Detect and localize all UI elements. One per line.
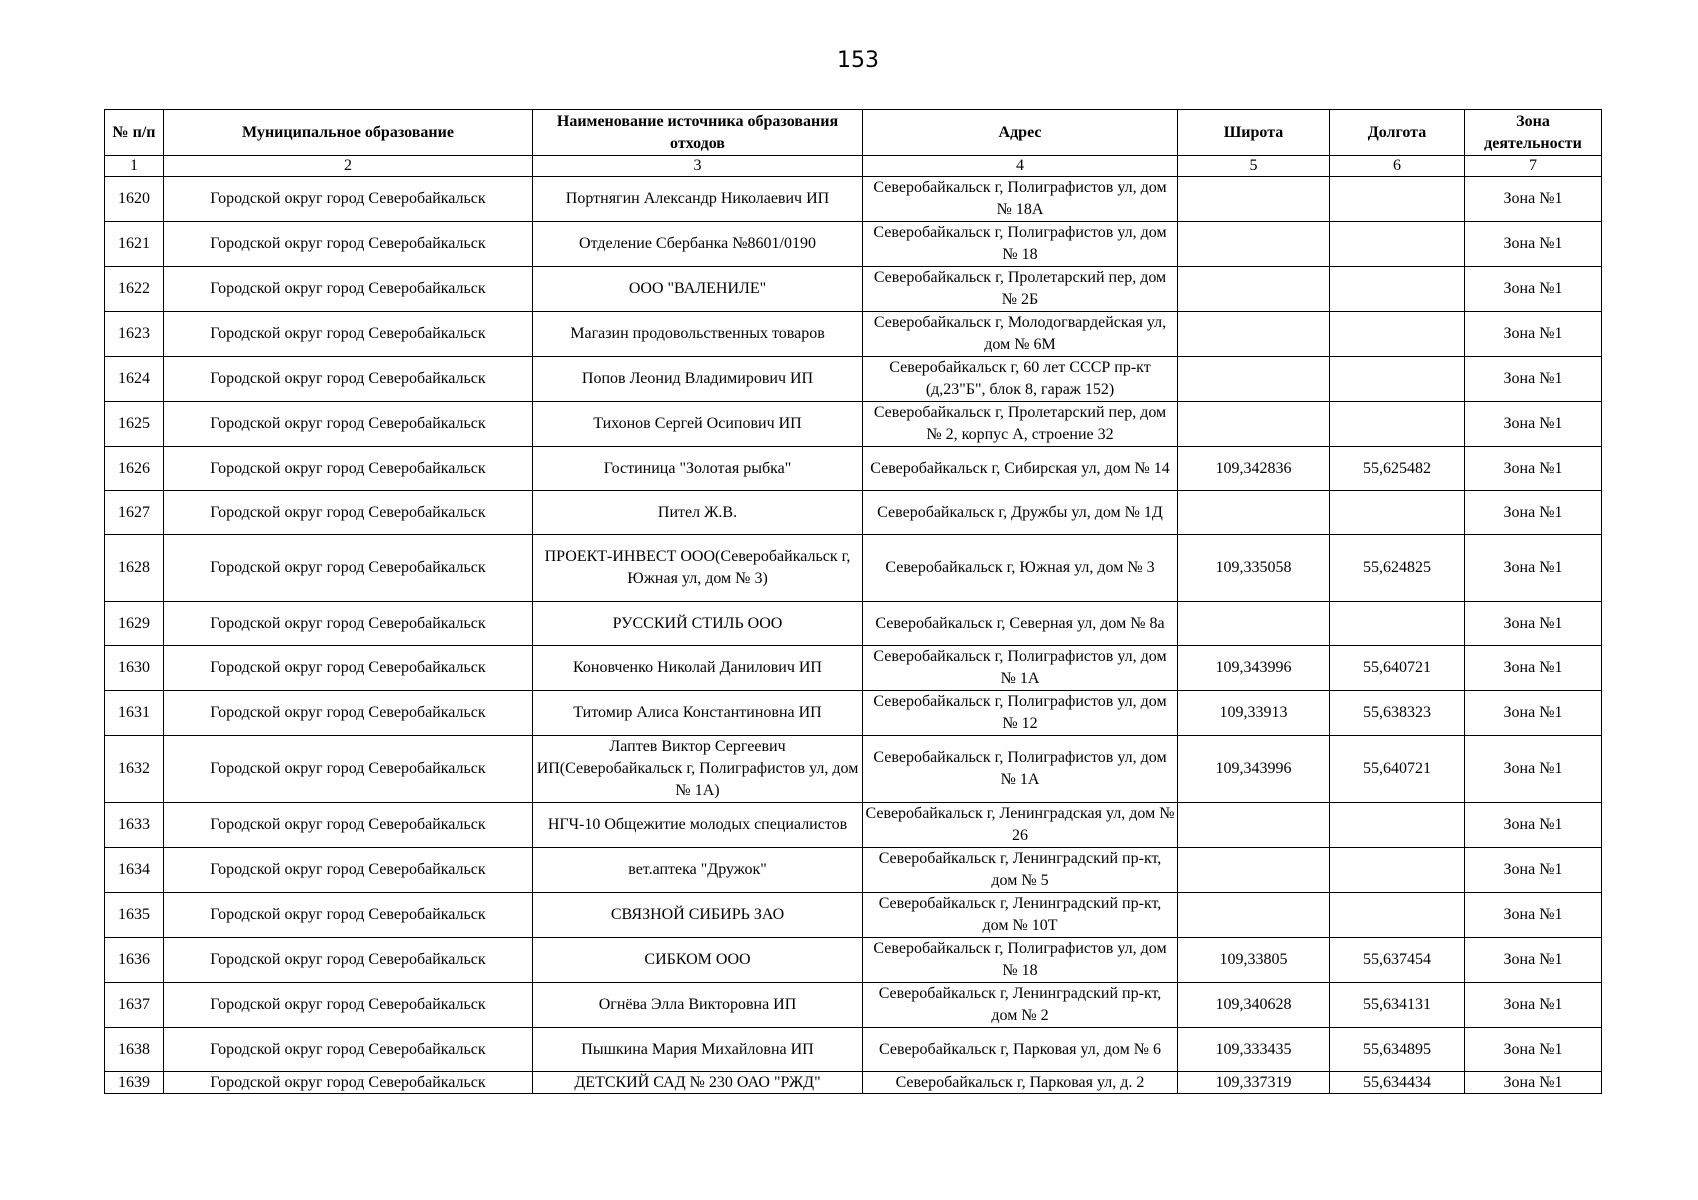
cell-source-name: Огнёва Элла Викторовна ИП xyxy=(533,983,863,1028)
cell-num: 1638 xyxy=(105,1028,164,1072)
cell-municipality: Городской округ город Северобайкальск xyxy=(164,222,533,267)
cell-municipality: Городской округ город Северобайкальск xyxy=(164,491,533,535)
cell-source-name: Попов Леонид Владимирович ИП xyxy=(533,357,863,402)
cell-num: 1626 xyxy=(105,447,164,491)
cell-source-name: Пител Ж.В. xyxy=(533,491,863,535)
cell-num: 1629 xyxy=(105,602,164,646)
cell-longitude xyxy=(1330,602,1465,646)
cell-latitude: 109,340628 xyxy=(1178,983,1330,1028)
cell-zone: Зона №1 xyxy=(1465,646,1602,691)
cell-municipality: Городской округ город Северобайкальск xyxy=(164,1072,533,1094)
cell-address: Северобайкальск г, Южная ул, дом № 3 xyxy=(863,535,1178,602)
table-row xyxy=(105,177,1602,222)
cell-zone: Зона №1 xyxy=(1465,357,1602,402)
cell-source-name: Тихонов Сергей Осипович ИП xyxy=(533,402,863,447)
cell-zone: Зона №1 xyxy=(1465,447,1602,491)
waste-sources-table xyxy=(104,109,1602,1094)
cell-address: Северобайкальск г, Ленинградский пр-кт, дом № 2 xyxy=(863,983,1178,1028)
cell-latitude xyxy=(1178,491,1330,535)
cell-address: Северобайкальск г, Полиграфистов ул, дом № 1А xyxy=(863,646,1178,691)
table-row xyxy=(105,402,1602,447)
cell-longitude xyxy=(1330,177,1465,222)
header-municipality: Муниципальное образование xyxy=(164,110,533,156)
cell-zone: Зона №1 xyxy=(1465,803,1602,848)
cell-longitude: 55,637454 xyxy=(1330,938,1465,983)
cell-latitude: 109,342836 xyxy=(1178,447,1330,491)
cell-source-name: СВЯЗНОЙ СИБИРЬ ЗАО xyxy=(533,893,863,938)
cell-address: Северобайкальск г, Полиграфистов ул, дом № 18 xyxy=(863,222,1178,267)
cell-address: Северобайкальск г, Полиграфистов ул, дом № 12 xyxy=(863,691,1178,736)
cell-municipality: Городской округ город Северобайкальск xyxy=(164,848,533,893)
cell-num: 1628 xyxy=(105,535,164,602)
cell-latitude: 109,335058 xyxy=(1178,535,1330,602)
column-number: 7 xyxy=(1465,156,1602,177)
cell-zone: Зона №1 xyxy=(1465,1072,1602,1094)
table-row xyxy=(105,646,1602,691)
cell-address: Северобайкальск г, Полиграфистов ул, дом № 1А xyxy=(863,736,1178,803)
cell-zone: Зона №1 xyxy=(1465,736,1602,803)
table-row xyxy=(105,893,1602,938)
header-num: № п/п xyxy=(105,110,164,156)
column-number: 5 xyxy=(1178,156,1330,177)
table-row xyxy=(105,691,1602,736)
cell-address: Северобайкальск г, Дружбы ул, дом № 1Д xyxy=(863,491,1178,535)
cell-longitude: 55,634895 xyxy=(1330,1028,1465,1072)
cell-zone: Зона №1 xyxy=(1465,893,1602,938)
cell-zone: Зона №1 xyxy=(1465,177,1602,222)
header-longitude: Долгота xyxy=(1330,110,1465,156)
cell-municipality: Городской округ город Северобайкальск xyxy=(164,736,533,803)
cell-num: 1639 xyxy=(105,1072,164,1094)
table-row xyxy=(105,736,1602,803)
cell-longitude: 55,625482 xyxy=(1330,447,1465,491)
column-number: 3 xyxy=(533,156,863,177)
cell-latitude xyxy=(1178,893,1330,938)
cell-zone: Зона №1 xyxy=(1465,983,1602,1028)
table-row xyxy=(105,1028,1602,1072)
cell-source-name: РУССКИЙ СТИЛЬ ООО xyxy=(533,602,863,646)
cell-address: Северобайкальск г, Полиграфистов ул, дом № 18А xyxy=(863,177,1178,222)
cell-zone: Зона №1 xyxy=(1465,602,1602,646)
cell-zone: Зона №1 xyxy=(1465,691,1602,736)
cell-num: 1637 xyxy=(105,983,164,1028)
cell-municipality: Городской округ город Северобайкальск xyxy=(164,357,533,402)
cell-longitude xyxy=(1330,803,1465,848)
table-row xyxy=(105,1072,1602,1094)
cell-address: Северобайкальск г, Парковая ул, д. 2 xyxy=(863,1072,1178,1094)
cell-municipality: Городской округ город Северобайкальск xyxy=(164,267,533,312)
cell-municipality: Городской округ город Северобайкальск xyxy=(164,983,533,1028)
cell-source-name: Титомир Алиса Константиновна ИП xyxy=(533,691,863,736)
cell-longitude xyxy=(1330,267,1465,312)
cell-municipality: Городской округ город Северобайкальск xyxy=(164,177,533,222)
cell-source-name: Коновченко Николай Данилович ИП xyxy=(533,646,863,691)
cell-municipality: Городской округ город Северобайкальск xyxy=(164,691,533,736)
cell-num: 1621 xyxy=(105,222,164,267)
cell-longitude xyxy=(1330,848,1465,893)
table-row xyxy=(105,602,1602,646)
cell-zone: Зона №1 xyxy=(1465,402,1602,447)
page-number: 153 xyxy=(837,48,879,73)
cell-num: 1620 xyxy=(105,177,164,222)
cell-longitude: 55,624825 xyxy=(1330,535,1465,602)
cell-municipality: Городской округ город Северобайкальск xyxy=(164,402,533,447)
cell-latitude xyxy=(1178,402,1330,447)
cell-num: 1632 xyxy=(105,736,164,803)
cell-municipality: Городской округ город Северобайкальск xyxy=(164,893,533,938)
header-latitude: Широта xyxy=(1178,110,1330,156)
cell-source-name: НГЧ-10 Общежитие молодых специалистов xyxy=(533,803,863,848)
cell-latitude: 109,333435 xyxy=(1178,1028,1330,1072)
table-row xyxy=(105,983,1602,1028)
cell-longitude xyxy=(1330,402,1465,447)
table-row xyxy=(105,312,1602,357)
cell-longitude xyxy=(1330,312,1465,357)
cell-municipality: Городской округ город Северобайкальск xyxy=(164,1028,533,1072)
cell-latitude: 109,33913 xyxy=(1178,691,1330,736)
cell-address: Северобайкальск г, Ленинградский пр-кт, дом № 10Т xyxy=(863,893,1178,938)
cell-zone: Зона №1 xyxy=(1465,312,1602,357)
cell-address: Северобайкальск г, Пролетарский пер, дом № 2Б xyxy=(863,267,1178,312)
cell-longitude xyxy=(1330,491,1465,535)
cell-num: 1631 xyxy=(105,691,164,736)
cell-municipality: Городской округ город Северобайкальск xyxy=(164,803,533,848)
cell-num: 1634 xyxy=(105,848,164,893)
cell-address: Северобайкальск г, Ленинградский пр-кт, дом № 5 xyxy=(863,848,1178,893)
column-number: 6 xyxy=(1330,156,1465,177)
cell-latitude: 109,343996 xyxy=(1178,736,1330,803)
cell-source-name: Портнягин Александр Николаевич ИП xyxy=(533,177,863,222)
cell-address: Северобайкальск г, Молодогвардейская ул, дом № 6М xyxy=(863,312,1178,357)
table-row xyxy=(105,803,1602,848)
table-row xyxy=(105,938,1602,983)
cell-source-name: вет.аптека "Дружок" xyxy=(533,848,863,893)
cell-latitude xyxy=(1178,357,1330,402)
cell-latitude xyxy=(1178,222,1330,267)
table-row xyxy=(105,535,1602,602)
cell-source-name: СИБКОМ ООО xyxy=(533,938,863,983)
cell-latitude xyxy=(1178,848,1330,893)
cell-num: 1623 xyxy=(105,312,164,357)
cell-latitude xyxy=(1178,803,1330,848)
cell-source-name: Гостиница "Золотая рыбка" xyxy=(533,447,863,491)
cell-latitude: 109,337319 xyxy=(1178,1072,1330,1094)
cell-num: 1633 xyxy=(105,803,164,848)
cell-municipality: Городской округ город Северобайкальск xyxy=(164,938,533,983)
cell-source-name: Пышкина Мария Михайловна ИП xyxy=(533,1028,863,1072)
header-address: Адрес xyxy=(863,110,1178,156)
cell-longitude xyxy=(1330,222,1465,267)
cell-municipality: Городской округ город Северобайкальск xyxy=(164,447,533,491)
table-row xyxy=(105,267,1602,312)
table-row xyxy=(105,848,1602,893)
cell-num: 1624 xyxy=(105,357,164,402)
cell-longitude: 55,638323 xyxy=(1330,691,1465,736)
cell-longitude xyxy=(1330,357,1465,402)
cell-num: 1630 xyxy=(105,646,164,691)
cell-latitude xyxy=(1178,177,1330,222)
column-number: 1 xyxy=(105,156,164,177)
cell-latitude xyxy=(1178,602,1330,646)
cell-zone: Зона №1 xyxy=(1465,222,1602,267)
cell-address: Северобайкальск г, 60 лет СССР пр-кт (д,23"Б", блок 8, гараж 152) xyxy=(863,357,1178,402)
table-row xyxy=(105,491,1602,535)
cell-num: 1636 xyxy=(105,938,164,983)
header-row xyxy=(105,110,1602,156)
cell-latitude xyxy=(1178,267,1330,312)
table-body xyxy=(105,177,1602,1094)
cell-address: Северобайкальск г, Ленинградская ул, дом № 26 xyxy=(863,803,1178,848)
cell-num: 1635 xyxy=(105,893,164,938)
cell-zone: Зона №1 xyxy=(1465,491,1602,535)
cell-latitude xyxy=(1178,312,1330,357)
cell-zone: Зона №1 xyxy=(1465,1028,1602,1072)
cell-source-name: Магазин продовольственных товаров xyxy=(533,312,863,357)
cell-address: Северобайкальск г, Сибирская ул, дом № 14 xyxy=(863,447,1178,491)
column-number: 2 xyxy=(164,156,533,177)
cell-source-name: Лаптев Виктор Сергеевич ИП(Северобайкальск г, Полиграфистов ул, дом № 1А) xyxy=(533,736,863,803)
cell-source-name: ДЕТСКИЙ САД № 230 ОАО "РЖД" xyxy=(533,1072,863,1094)
cell-longitude: 55,640721 xyxy=(1330,736,1465,803)
cell-source-name: Отделение Сбербанка №8601/0190 xyxy=(533,222,863,267)
cell-latitude: 109,33805 xyxy=(1178,938,1330,983)
cell-address: Северобайкальск г, Северная ул, дом № 8а xyxy=(863,602,1178,646)
cell-longitude xyxy=(1330,893,1465,938)
cell-address: Северобайкальск г, Парковая ул, дом № 6 xyxy=(863,1028,1178,1072)
cell-address: Северобайкальск г, Пролетарский пер, дом № 2, корпус А, строение 32 xyxy=(863,402,1178,447)
table-row xyxy=(105,447,1602,491)
column-number: 4 xyxy=(863,156,1178,177)
header-zone: Зона деятельности xyxy=(1465,110,1602,156)
cell-longitude: 55,634131 xyxy=(1330,983,1465,1028)
cell-zone: Зона №1 xyxy=(1465,938,1602,983)
cell-num: 1622 xyxy=(105,267,164,312)
cell-address: Северобайкальск г, Полиграфистов ул, дом № 18 xyxy=(863,938,1178,983)
cell-source-name: ООО "ВАЛЕНИЛЕ" xyxy=(533,267,863,312)
cell-municipality: Городской округ город Северобайкальск xyxy=(164,535,533,602)
cell-num: 1627 xyxy=(105,491,164,535)
cell-latitude: 109,343996 xyxy=(1178,646,1330,691)
column-number-row xyxy=(105,156,1602,177)
cell-longitude: 55,640721 xyxy=(1330,646,1465,691)
cell-municipality: Городской округ город Северобайкальск xyxy=(164,312,533,357)
cell-longitude: 55,634434 xyxy=(1330,1072,1465,1094)
cell-zone: Зона №1 xyxy=(1465,267,1602,312)
cell-num: 1625 xyxy=(105,402,164,447)
cell-municipality: Городской округ город Северобайкальск xyxy=(164,602,533,646)
table-row xyxy=(105,357,1602,402)
cell-zone: Зона №1 xyxy=(1465,848,1602,893)
cell-source-name: ПРОЕКТ-ИНВЕСТ ООО(Северобайкальск г, Южная ул, дом № 3) xyxy=(533,535,863,602)
header-source-name: Наименование источника образования отходов xyxy=(533,110,863,156)
table-row xyxy=(105,222,1602,267)
cell-zone: Зона №1 xyxy=(1465,535,1602,602)
cell-municipality: Городской округ город Северобайкальск xyxy=(164,646,533,691)
